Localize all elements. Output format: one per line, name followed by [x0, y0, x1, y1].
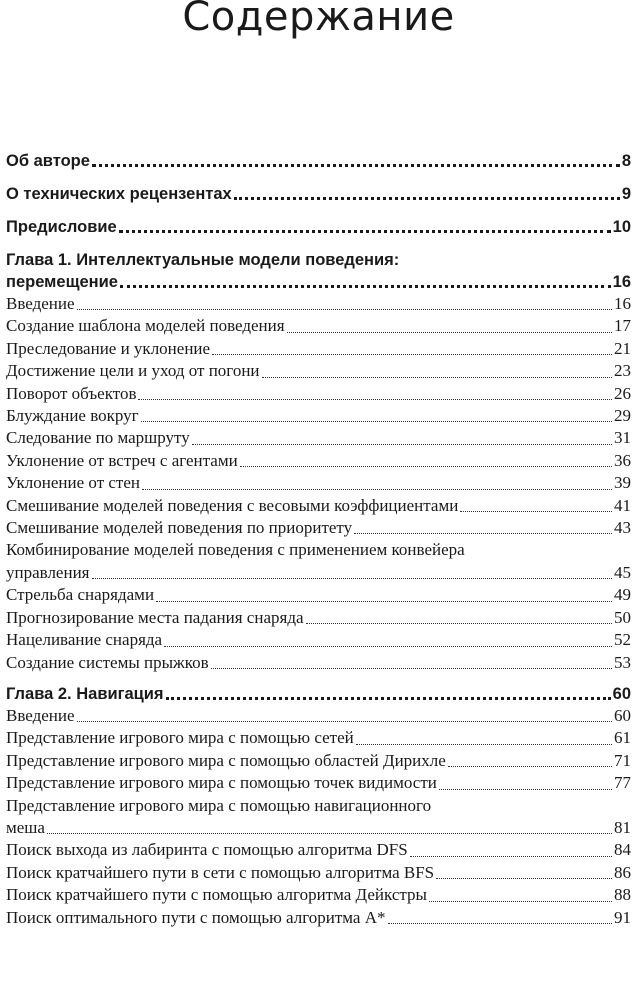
toc-section-page: 16: [614, 294, 631, 313]
toc-entry-page: 8: [621, 152, 631, 170]
dot-leader: [354, 517, 612, 539]
toc-section[interactable]: [6, 495, 631, 517]
toc-section-label: Поиск выхода из лабиринта с помощью алгоритма DFS: [6, 840, 408, 860]
dot-leader: [211, 652, 612, 674]
toc-section[interactable]: [6, 427, 631, 449]
toc-chapter-1[interactable]: [6, 249, 631, 293]
toc-chapter-2[interactable]: [6, 683, 631, 705]
toc-section[interactable]: [6, 705, 631, 727]
toc-section-page: 61: [614, 728, 631, 748]
dot-leader: [262, 360, 612, 382]
toc-section-page: 77: [614, 773, 631, 793]
dot-leader: [119, 216, 611, 238]
dot-leader: [388, 907, 613, 929]
toc-section-label: Следование по маршруту: [6, 428, 190, 448]
toc-section-label: Поиск кратчайшего пути в сети с помощью алгоритма BFS: [6, 862, 435, 882]
toc-section[interactable]: [6, 293, 631, 315]
toc-section-label: Преследование и уклонение: [6, 338, 211, 358]
dot-leader: [92, 150, 620, 172]
chapter-heading-line2: перемещение: [6, 273, 118, 291]
dot-leader: [47, 817, 612, 839]
table-of-contents: [6, 150, 631, 929]
toc-section-page: 49: [614, 585, 631, 605]
toc-section-page: 39: [614, 473, 631, 493]
toc-entry-label: Предисловие: [6, 218, 117, 236]
toc-section[interactable]: [6, 517, 631, 539]
toc-section-label: Прогнозирование места падания снаряда: [6, 607, 304, 627]
toc-section[interactable]: [6, 607, 631, 629]
toc-section-label: Поиск оптимального пути с помощью алгоритма A*: [6, 907, 386, 927]
toc-section[interactable]: [6, 360, 631, 382]
toc-section-page: 29: [614, 406, 631, 426]
toc-section-label: Поиск кратчайшего пути с помощью алгоритма Дейкстры: [6, 885, 427, 905]
toc-section-page: 84: [614, 840, 631, 860]
dot-leader: [460, 495, 612, 517]
toc-section-label: Блуждание вокруг: [6, 406, 139, 426]
toc-section-page: 91: [614, 907, 631, 927]
dot-leader: [166, 683, 611, 705]
toc-entry-about-author[interactable]: [6, 150, 631, 172]
dot-leader: [436, 862, 612, 884]
dot-leader: [164, 629, 612, 651]
toc-section-label: Введение: [6, 294, 75, 313]
toc-section-label: Создание системы прыжков: [6, 652, 209, 672]
toc-section[interactable]: [6, 772, 631, 794]
dot-leader: [429, 884, 612, 906]
toc-section[interactable]: [6, 472, 631, 494]
toc-entry-page: 10: [612, 218, 631, 236]
toc-section-label: Введение: [6, 705, 75, 725]
toc-section[interactable]: [6, 727, 631, 749]
toc-section-page: 23: [614, 361, 631, 381]
dot-leader: [141, 405, 612, 427]
toc-section-page: 60: [614, 705, 631, 725]
dot-leader: [192, 427, 612, 449]
dot-leader: [240, 450, 612, 472]
toc-section-label: Стрельба снарядами: [6, 585, 155, 605]
toc-section-page: 17: [614, 316, 631, 336]
toc-section[interactable]: [6, 652, 631, 674]
dot-leader: [156, 584, 612, 606]
toc-section-page: 86: [614, 862, 631, 882]
dot-leader: [448, 750, 612, 772]
toc-entry-label: Об авторе: [6, 152, 90, 170]
toc-section-page: 88: [614, 885, 631, 905]
toc-section-page: 52: [614, 630, 631, 650]
toc-section-page: 26: [614, 383, 631, 403]
toc-entry-label: О технических рецензентах: [6, 185, 232, 203]
chapter-2-sections: [6, 705, 631, 929]
chapter-heading: Глава 2. Навигация: [6, 684, 164, 703]
dot-leader: [439, 772, 612, 794]
dot-leader: [306, 607, 612, 629]
toc-section-label-line1: Представление игрового мира с помощью навигационного: [6, 795, 432, 815]
toc-section-page: 53: [614, 652, 631, 672]
toc-entry-preface[interactable]: [6, 216, 631, 238]
dot-leader: [212, 338, 612, 360]
toc-section[interactable]: [6, 338, 631, 360]
toc-section[interactable]: [6, 315, 631, 337]
toc-section-label-line2: управления: [6, 562, 90, 582]
dot-leader: [234, 183, 620, 205]
toc-section-label: Нацеливание снаряда: [6, 630, 163, 650]
toc-section[interactable]: [6, 862, 631, 884]
chapter-heading-line1: Глава 1. Интеллектуальные модели поведения:: [6, 251, 400, 269]
toc-entry-page: 16: [612, 273, 631, 291]
toc-section-label: Смешивание моделей поведения по приоритету: [6, 518, 353, 538]
toc-section-label-line1: Комбинирование моделей поведения с применением конвейера: [6, 540, 465, 560]
toc-section-page: 41: [614, 495, 631, 515]
toc-section-page: 43: [614, 518, 631, 538]
dot-leader: [287, 315, 612, 337]
dot-leader: [142, 472, 612, 494]
toc-section-multiline[interactable]: [6, 539, 631, 584]
toc-section-page: 21: [614, 338, 631, 358]
toc-entry-reviewers[interactable]: [6, 183, 631, 205]
toc-section[interactable]: [6, 750, 631, 772]
toc-section[interactable]: [6, 383, 631, 405]
toc-section-label: Достижение цели и уход от погони: [6, 361, 260, 381]
toc-section-label: Поворот объектов: [6, 383, 137, 403]
dot-leader: [138, 383, 612, 405]
toc-section[interactable]: [6, 450, 631, 472]
toc-section[interactable]: [6, 405, 631, 427]
page-title: Содержание: [182, 0, 455, 40]
toc-section[interactable]: [6, 907, 631, 929]
dot-leader: [77, 293, 612, 315]
chapter-1-sections: [6, 293, 631, 674]
dot-leader: [356, 727, 612, 749]
toc-section[interactable]: [6, 629, 631, 651]
toc-entry-page: 9: [621, 185, 631, 203]
toc-section-label: Представление игрового мира с помощью точек видимости: [6, 773, 437, 793]
toc-section-label: Представление игрового мира с помощью областей Дирихле: [6, 750, 446, 770]
toc-section-multiline[interactable]: [6, 795, 631, 840]
dot-leader: [120, 271, 611, 293]
toc-section-label: Уклонение от встреч с агентами: [6, 450, 238, 470]
toc-section-page: 31: [614, 428, 631, 448]
toc-section[interactable]: [6, 839, 631, 861]
toc-section-page: 36: [614, 450, 631, 470]
toc-section-label: Уклонение от стен: [6, 473, 140, 493]
toc-section-label: Создание шаблона моделей поведения: [6, 316, 285, 336]
dot-leader: [92, 562, 613, 584]
dot-leader: [77, 705, 612, 727]
toc-section-page: 81: [614, 817, 631, 837]
toc-section-page: 45: [614, 562, 631, 582]
toc-section[interactable]: [6, 884, 631, 906]
dot-leader: [410, 839, 612, 861]
toc-section-label: Смешивание моделей поведения с весовыми коэффициентами: [6, 495, 459, 515]
toc-section-page: 71: [614, 750, 631, 770]
toc-section-label: Представление игрового мира с помощью сетей: [6, 728, 354, 748]
toc-section-page: 50: [614, 607, 631, 627]
toc-entry-page: 60: [612, 684, 631, 703]
toc-section[interactable]: [6, 584, 631, 606]
toc-section-label-line2: меша: [6, 817, 45, 837]
